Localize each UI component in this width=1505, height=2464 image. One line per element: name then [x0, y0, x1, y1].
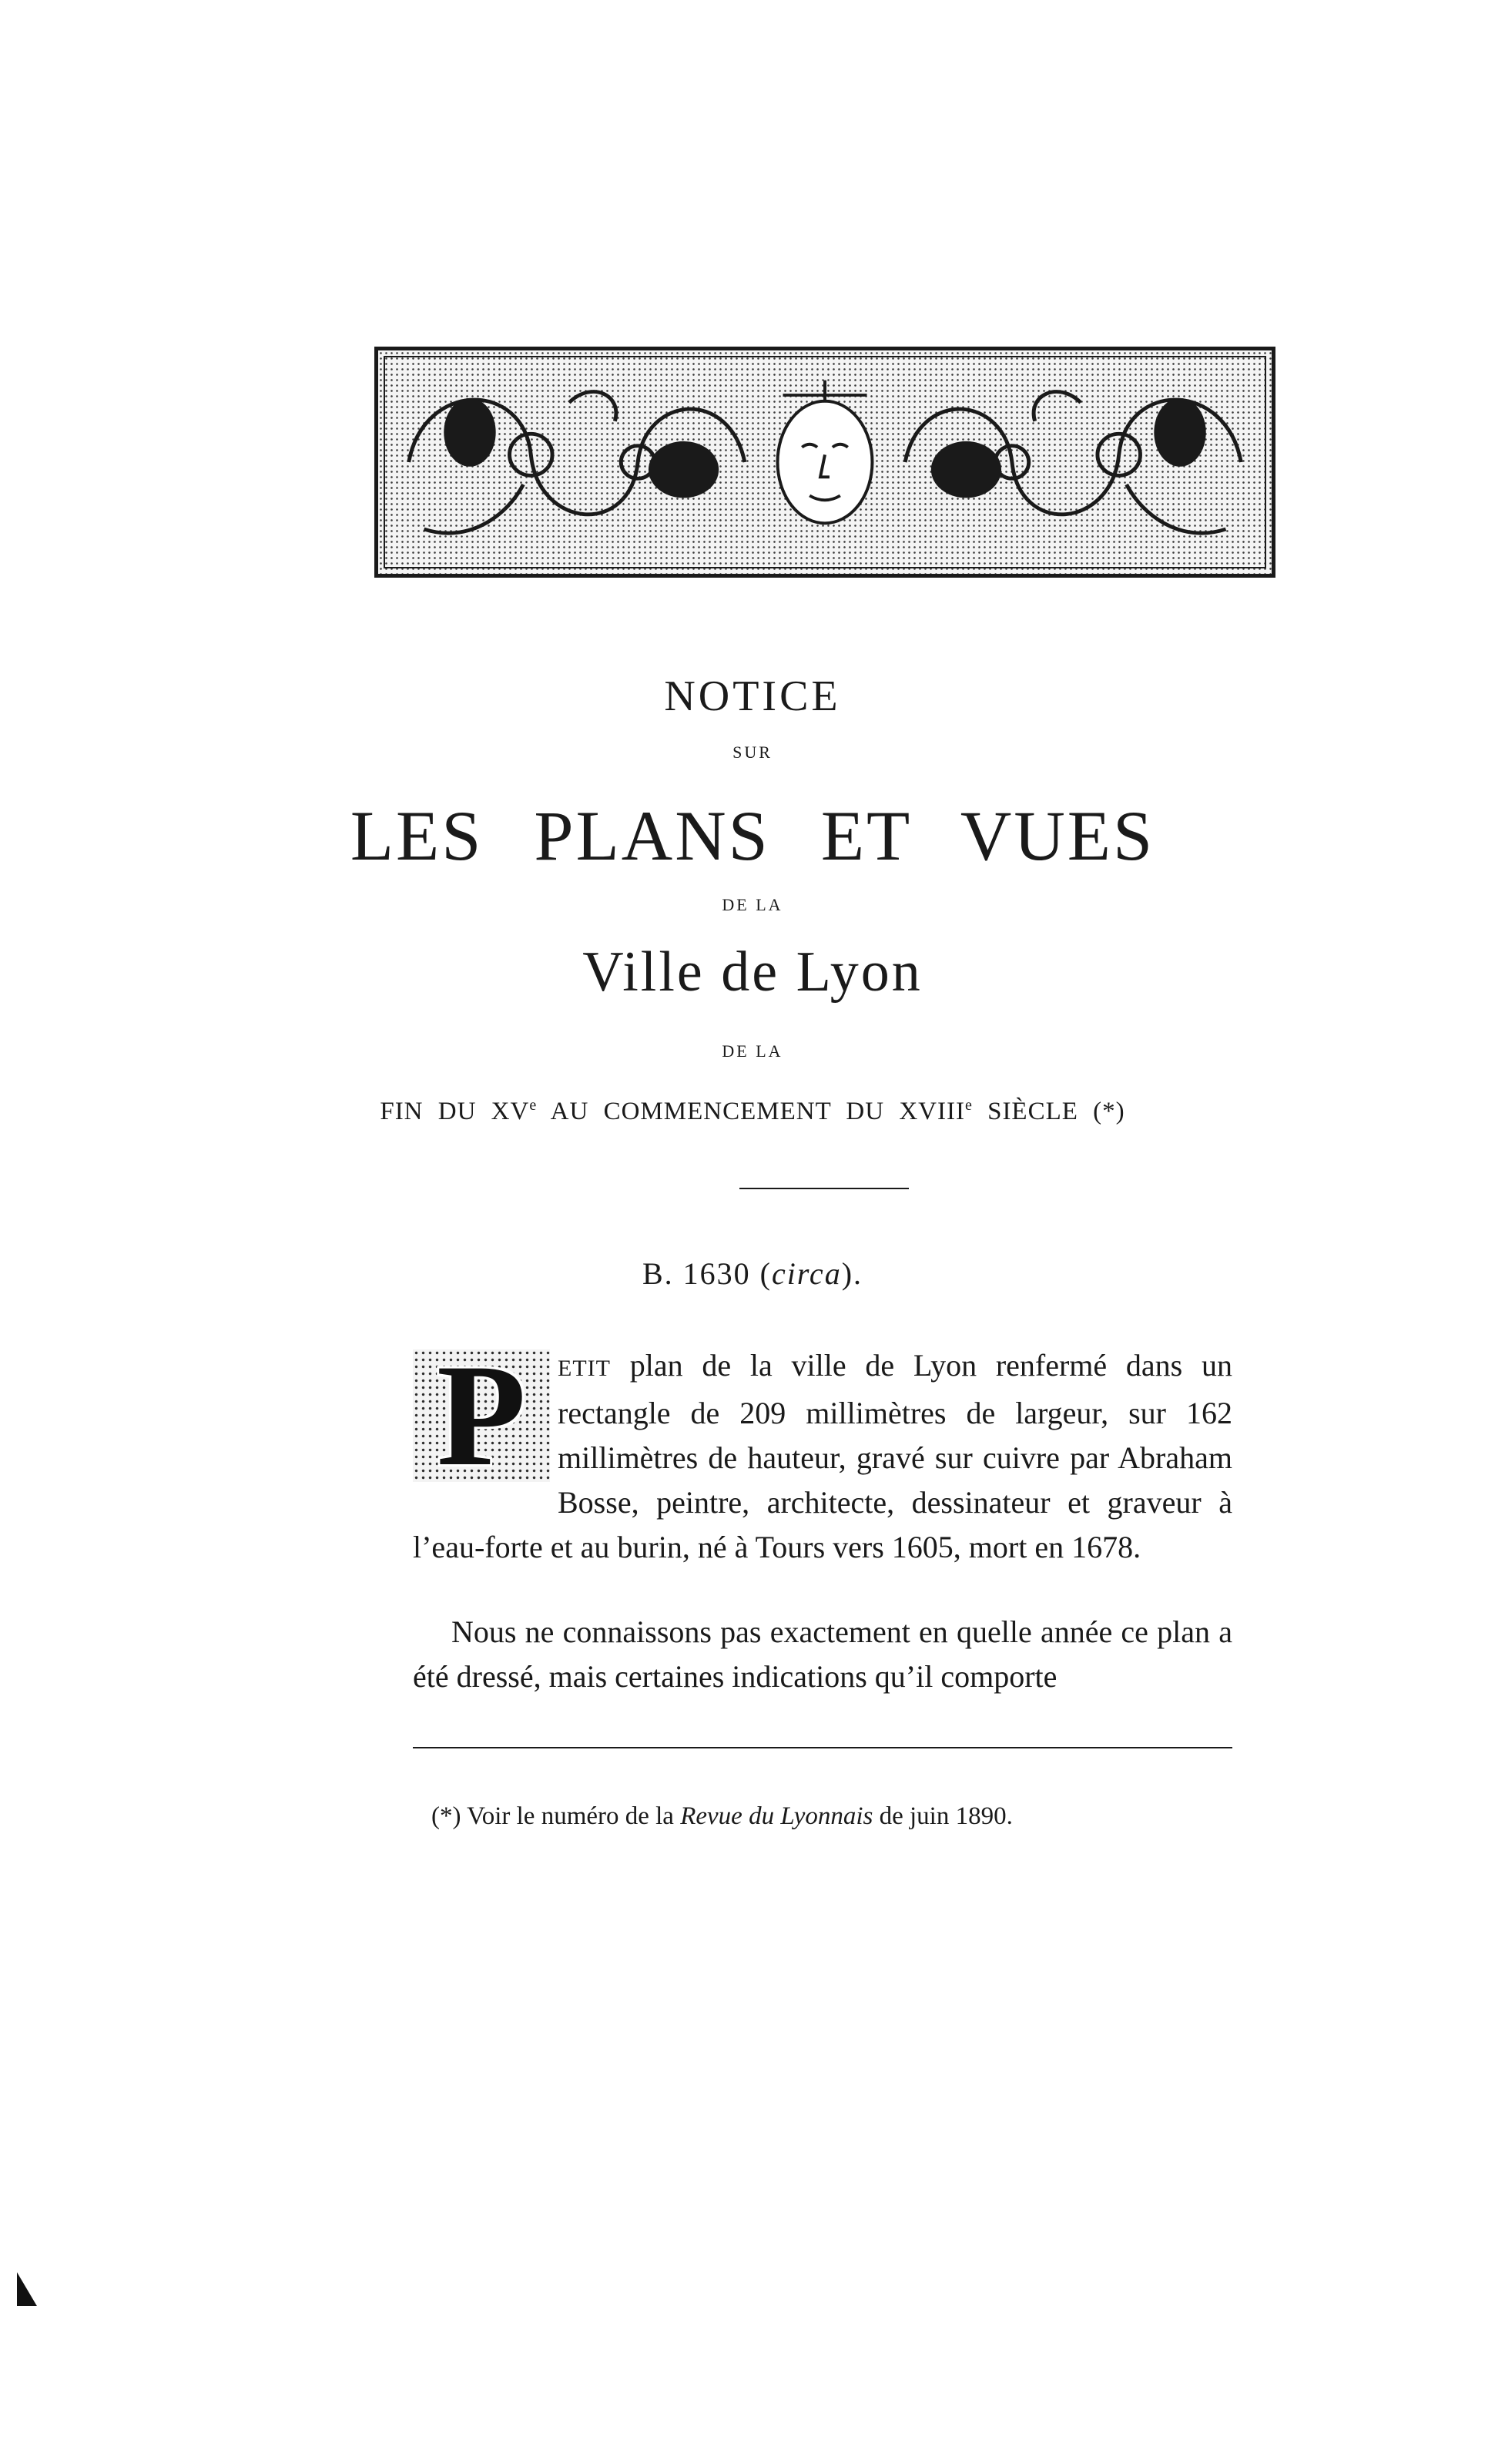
section-circa: circa: [771, 1256, 842, 1291]
paragraph-1-text: plan de la ville de Lyon renfermé dans un rectangle de 209 millimètres de largeur, sur 162 millimètres de hauteur, gravé sur cuivre par Abraham Bosse, peintre, architecte, dessinateur et graveur à l’eau-forte et au burin, né à Tours vers 1605, mort en 1678.: [413, 1348, 1232, 1564]
section-close: ).: [841, 1256, 863, 1291]
period-fin: FIN DU XV: [380, 1098, 530, 1125]
paragraph-2: Nous ne connaissons pas exactement en quelle année ce plan a été dressé, mais certaines indications qu’il comporte: [413, 1614, 1232, 1694]
footnote: [431, 1802, 1013, 1831]
paragraph-1: [413, 1335, 1232, 1570]
footnote-source: Revue du Lyonnais: [680, 1802, 873, 1830]
main-title: LES PLANS ET VUES: [350, 796, 1155, 875]
sur-word: SUR: [732, 743, 773, 762]
period-end: SIÈCLE (*): [972, 1098, 1125, 1125]
period-superscript-1: e: [529, 1097, 538, 1114]
drop-cap-ornament: [413, 1335, 550, 1497]
footnote-divider: [413, 1747, 1232, 1748]
period-subtitle: [0, 1097, 1505, 1126]
section-heading: [0, 1255, 1505, 1292]
footnote-text-after: de juin 1890.: [873, 1802, 1013, 1830]
de-la-line-1: DE LA: [722, 895, 783, 914]
de-la-line-2: DE LA: [722, 1041, 783, 1061]
period-superscript-2: e: [964, 1097, 973, 1114]
city-title: Ville de Lyon: [582, 940, 923, 1004]
notice-heading: NOTICE: [664, 672, 841, 720]
title-divider: [739, 1188, 909, 1189]
footnote-marker: (*): [431, 1802, 461, 1830]
footnote-text-before: Voir le numéro de la: [461, 1802, 681, 1830]
ornamental-header-banner: [374, 347, 1275, 578]
corner-mark-icon: [17, 2272, 37, 2306]
paragraph-1-smallcaps: ETIT: [558, 1356, 611, 1381]
period-middle: AU COMMENCEMENT DU XVIII: [537, 1098, 965, 1125]
section-label: B. 1630 (: [642, 1256, 772, 1291]
drop-cap-letter: P: [436, 1335, 527, 1497]
ornament-scrollwork: [378, 350, 1272, 574]
